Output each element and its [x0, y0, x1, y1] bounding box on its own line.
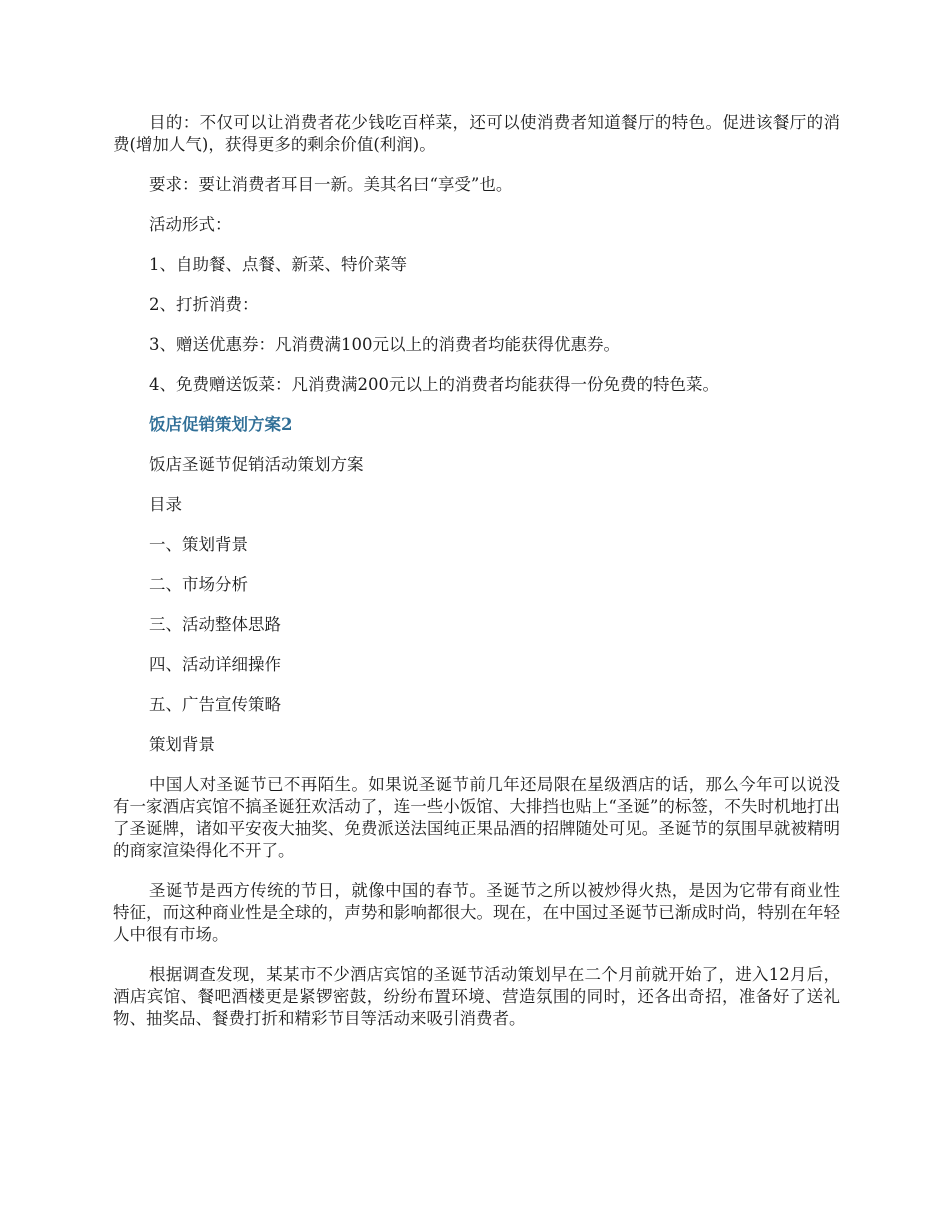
list-item: 1、自助餐、点餐、新菜、特价菜等 [149, 255, 407, 274]
toc-item: 三、活动整体思路 [149, 615, 281, 634]
list-item: 4、免费赠送饭菜：凡消费满200元以上的消费者均能获得一份免费的特色菜。 [149, 375, 719, 394]
toc-item: 五、广告宣传策略 [149, 695, 281, 714]
body-paragraph: 圣诞节是西方传统的节日，就像中国的春节。圣诞节之所以被炒得火热，是因为它带有商业性特征，而这种商业性是全球的，声势和影响都很大。现在，在中国过圣诞节已渐成时尚，特别在年轻人中很有市场。 [113, 881, 840, 944]
document-title: 饭店圣诞节促销活动策划方案 [149, 455, 364, 474]
body-paragraph: 中国人对圣诞节已不再陌生。如果说圣诞节前几年还局限在星级酒店的话，那么今年可以说没有一家酒店宾馆不搞圣诞狂欢活动了，连一些小饭馆、大排挡也贴上“圣诞”的标签，不失时机地打出了圣诞牌，诸如平安夜大抽奖、免费派送法国纯正果品酒的招牌随处可见。圣诞节的氛围早就被精明的商家渲染得化不开了。 [113, 775, 840, 860]
document-body [113, 112, 840, 1048]
list-item: 3、赠送优惠券：凡消费满100元以上的消费者均能获得优惠券。 [149, 335, 620, 354]
toc-item: 二、市场分析 [149, 575, 248, 594]
toc-heading: 目录 [149, 495, 182, 514]
paragraph-activity-form: 活动形式： [149, 215, 232, 234]
list-item: 2、打折消费： [149, 295, 259, 314]
paragraph-requirement: 要求：要让消费者耳目一新。美其名曰“享受”也。 [149, 175, 513, 194]
toc-item: 一、策划背景 [149, 535, 248, 554]
paragraph-purpose: 目的：不仅可以让消费者花少钱吃百样菜，还可以使消费者知道餐厅的特色。促进该餐厅的消费(增加人气)，获得更多的剩余价值(利润)。 [113, 113, 840, 154]
section-heading: 饭店促销策划方案2 [149, 415, 293, 434]
toc-item: 四、活动详细操作 [149, 655, 281, 674]
body-paragraph: 根据调查发现，某某市不少酒店宾馆的圣诞节活动策划早在二个月前就开始了，进入12月后，酒店宾馆、餐吧酒楼更是紧锣密鼓，纷纷布置环境、营造氛围的同时，还各出奇招，准备好了送礼物、抽奖品、餐费打折和精彩节目等活动来吸引消费者。 [113, 965, 840, 1028]
subsection-heading: 策划背景 [149, 735, 215, 754]
